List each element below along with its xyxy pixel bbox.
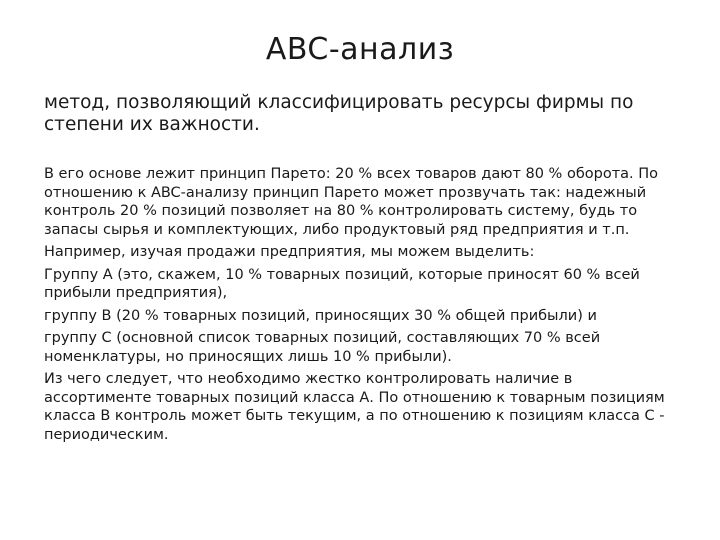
body-text (44, 165, 684, 448)
slide-title: ABC-анализ (265, 32, 455, 67)
paragraph-group-b: группу В (20 % товарных позиций, приносящих 30 % общей прибыли) и (44, 307, 597, 324)
definition-text: метод, позволяющий классифицировать ресурсы фирмы по степени их важности. (44, 92, 634, 135)
paragraph-group-a: Группу А (это, скажем, 10 % товарных позиций, которые приносят 60 % всей прибыли предприятия), (44, 266, 640, 301)
paragraph-conclusion: Из чего следует, что необходимо жестко контролировать наличие в ассортименте товарных позиций класса А. По отношению к товарным позициям класса В контроль может быть текущим, а по отношению к позициям класса С - периодическим. (44, 371, 665, 443)
paragraph-example-intro: Например, изучая продажи предприятия, мы можем выделить: (44, 244, 535, 260)
paragraph-group-c: группу С (основной список товарных позиций, составляющих 70 % всей номенклатуры, но приносящих лишь 10 % прибыли). (44, 330, 601, 365)
paragraph-pareto: В его основе лежит принцип Парето: 20 % всех товаров дают 80 % оборота. По отношению к ABC-анализу принцип Парето может прозвучать так: надежный контроль 20 % позиций позволяет на 80 % контролировать систему, будь то запасы сырья и комплектующих, либо продуктовый ряд предприятия и т.п. (44, 166, 659, 238)
